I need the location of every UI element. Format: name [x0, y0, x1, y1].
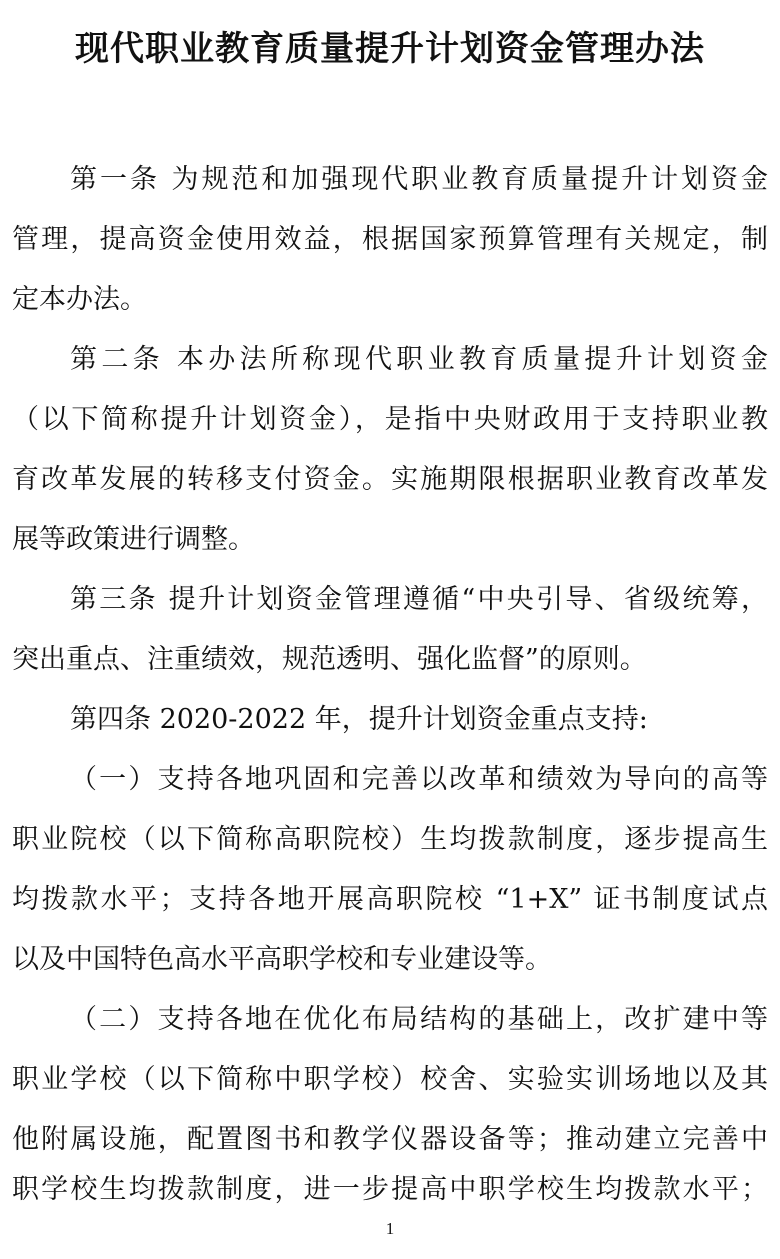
text-line: 第四条 2020-2022 年，提升计划资金重点支持: [70, 704, 648, 735]
text-line: 第三条 提升计划资金管理遵循“中央引导、省级统筹， [70, 584, 768, 615]
text-line: 定本办法。 [12, 284, 147, 315]
text-line: 职学校生均拨款制度，进一步提高中职学校生均拨款水平； [12, 1174, 768, 1205]
text-line: 突出重点、注重绩效，规范透明、强化监督”的原则。 [12, 644, 647, 675]
text-line: 管理，提高资金使用效益，根据国家预算管理有关规定，制 [12, 224, 768, 255]
text-line: （以下简称提升计划资金），是指中央财政用于支持职业教 [12, 404, 768, 435]
text-line: 以及中国特色高水平高职学校和专业建设等。 [12, 944, 552, 975]
text-line: 展等政策进行调整。 [12, 524, 255, 555]
text-line: 均拨款水平；支持各地开展高职院校 “1+X” 证书制度试点 [12, 884, 768, 915]
document-title: 现代职业教育质量提升计划资金管理办法 [75, 29, 705, 69]
text-line: （一）支持各地巩固和完善以改革和绩效为导向的高等 [70, 764, 768, 795]
text-line: 第二条 本办法所称现代职业教育质量提升计划资金 [70, 344, 768, 375]
text-line: 职业学校（以下简称中职学校）校舍、实验实训场地以及其 [12, 1064, 768, 1095]
text-line: 职业院校（以下简称高职院校）生均拨款制度，逐步提高生 [12, 824, 768, 855]
text-line: （二）支持各地在优化布局结构的基础上，改扩建中等 [70, 1004, 768, 1035]
text-line: 第一条 为规范和加强现代职业教育质量提升计划资金 [70, 164, 768, 195]
text-line: 育改革发展的转移支付资金。实施期限根据职业教育改革发 [12, 464, 768, 495]
text-line: 他附属设施，配置图书和教学仪器设备等；推动建立完善中 [12, 1124, 768, 1155]
page-number: 1 [385, 1219, 395, 1238]
